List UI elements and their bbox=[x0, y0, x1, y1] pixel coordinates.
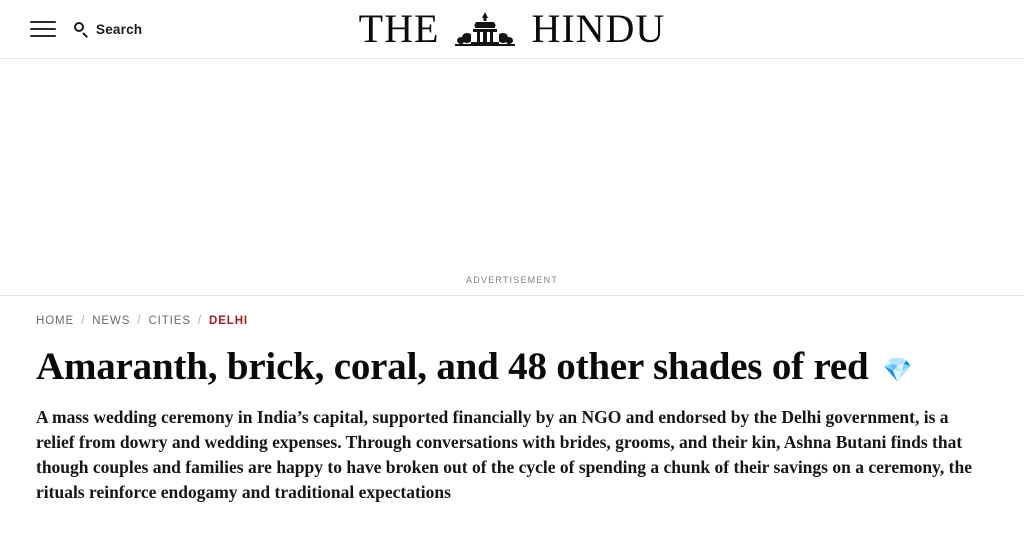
breadcrumb-separator: / bbox=[137, 315, 142, 327]
breadcrumb-item-cities[interactable]: CITIES bbox=[148, 315, 191, 327]
breadcrumb-separator: / bbox=[197, 315, 203, 327]
hamburger-bar bbox=[30, 21, 56, 23]
hindu-temple-emblem-icon bbox=[449, 10, 521, 48]
masthead-word-hindu: HINDU bbox=[531, 6, 666, 51]
header-left-group bbox=[0, 21, 142, 37]
advertisement-label: ADVERTISEMENT bbox=[466, 275, 558, 285]
article-standfirst: A mass wedding ceremony in India’s capital, supported financially by an NGO and endorsed by the Delhi government, is a relief from dowry and wedding expenses. Through conversations with brides, grooms, and their kin, Ashna Butani finds that though couples and families are happy to have broken out of the cycle of spending a chunk of their savings on a ceremony, the rituals reinforce endogamy and traditional expectations bbox=[36, 407, 973, 502]
hamburger-menu-icon[interactable] bbox=[30, 21, 56, 37]
breadcrumb-item-home[interactable]: HOME bbox=[36, 315, 75, 327]
site-header bbox=[0, 0, 1024, 59]
hamburger-bar bbox=[30, 35, 56, 37]
headline-text: Amaranth, brick, coral, and 48 other shades of red bbox=[36, 345, 869, 388]
search-icon bbox=[74, 22, 89, 37]
masthead-logo[interactable] bbox=[358, 6, 666, 51]
hamburger-bar bbox=[30, 28, 56, 30]
page-title bbox=[36, 345, 988, 389]
search-label: Search bbox=[96, 21, 143, 37]
masthead bbox=[0, 6, 1024, 51]
advertisement-slot[interactable] bbox=[0, 59, 1024, 295]
search-button[interactable] bbox=[74, 22, 142, 37]
breadcrumb-separator: / bbox=[81, 315, 86, 327]
breadcrumb-item-news[interactable]: NEWS bbox=[92, 315, 131, 327]
premium-gem-icon: 💎 bbox=[882, 358, 913, 384]
breadcrumb bbox=[36, 296, 988, 327]
breadcrumb-item-delhi[interactable]: DELHI bbox=[209, 315, 249, 327]
masthead-word-the: THE bbox=[358, 6, 440, 51]
article-container bbox=[0, 296, 1024, 504]
